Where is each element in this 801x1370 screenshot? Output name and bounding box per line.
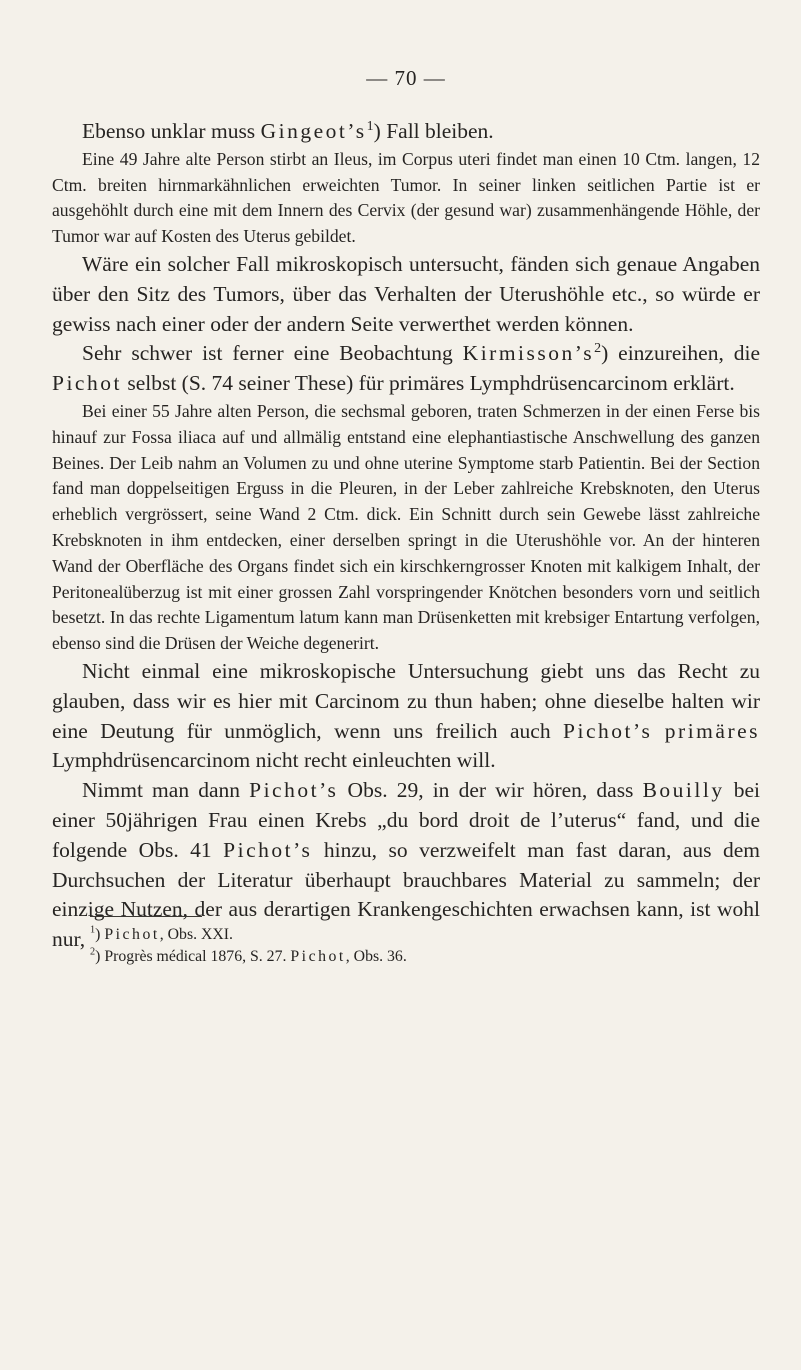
paragraph xyxy=(52,399,760,657)
footnotes xyxy=(90,924,760,968)
footnote-divider xyxy=(90,916,202,917)
name-emphasis: Pichot xyxy=(104,926,160,943)
body-text xyxy=(52,117,760,955)
name-emphasis: Pichot’s xyxy=(223,837,313,862)
text-run: Eine 49 Jahre alte Person stirbt an Ileus, im Corpus uteri findet man einen 10 Ctm. langen, 12 Ctm. breiten hirnmarkähnlichen erweichten Tumor. In seiner linken seitlichen Partie ist er ausgehöhlt durch eine mit dem Innern des Cervix (der gesund war) zusammenhängende Höhle, der Tumor war auf Kosten des Uterus gebildet. xyxy=(52,148,760,247)
name-emphasis: Gingeot’s xyxy=(260,119,367,143)
text-run: , Obs. 36. xyxy=(345,948,407,965)
footnote-marker: 2 xyxy=(90,946,96,958)
text-run: bei einer 50jährigen Frau einen Krebs „du bord droit de l’uterus“ fand, und die folgende Obs. 41 xyxy=(52,778,760,862)
text-run: ) Progrès médical 1876, S. 27. xyxy=(95,948,291,965)
paragraph xyxy=(52,657,760,776)
name-emphasis: Bouilly xyxy=(642,778,725,803)
text-run: Bei einer 55 Jahre alten Person, die sechsmal geboren, traten Schmerzen in der einen Ferse bis hinauf zur Fossa iliaca auf und allmälig entstand eine elephantiastische Anschwellung des ganzen Beines. Der Leib nahm an Volumen zu und ohne uterine Symptome starb Patientin. Bei der Section fand man doppelseitigen Erguss in die Pleuren, in der Leber zahlreiche Krebsknoten, den Uterus erheblich vergrössert, seine Wand 2 Ctm. dick. Ein Schnitt durch sein Gewebe lässt zahlreiche Krebsknoten in ihm entdecken, einer derselben springt in die Uterushöhle vor. An der hinteren Wand der Oberfläche des Organs findet sich ein kirschkerngrosser Knoten mit kalkigem Inhalt, der Peritonealüberzug ist mit einer grossen Zahl vorspringender Knötchen besonders vorn und seitlich besetzt. In das rechte Ligamentum latum kann man Drüsenketten mit krebsiger Entartung verfolgen, ebenso sind die Drüsen der Weiche degenerirt. xyxy=(52,400,760,654)
text-run: Wäre ein solcher Fall mikroskopisch untersucht, fänden sich genaue Angaben über den Sitz des Tumors, über das Verhalten der Uterushöhle etc., so würde er gewiss nach einer oder der andern Seite verwerthet werden können. xyxy=(52,251,760,336)
name-emphasis: Pichot’s xyxy=(249,778,339,803)
text-run: Sehr schwer ist ferner eine Beobachtung xyxy=(82,341,463,366)
footnote-marker: 1 xyxy=(90,924,96,936)
text-run xyxy=(652,719,664,743)
text-run: Nimmt man dann xyxy=(82,778,250,803)
name-emphasis: Pichot xyxy=(290,948,346,965)
name-emphasis: Kirmisson’s xyxy=(462,341,595,366)
page-number: — 70 — xyxy=(366,66,446,90)
paragraph xyxy=(52,250,760,339)
name-emphasis: Pichot xyxy=(52,371,122,396)
footnote-marker: 2 xyxy=(594,341,602,357)
footnote-marker: 1 xyxy=(366,118,374,134)
text-run: ) Fall bleiben. xyxy=(373,119,494,143)
text-run: Lymphdrüsencarcinom nicht recht einleuchten will. xyxy=(52,748,496,773)
paragraph xyxy=(52,147,760,250)
text-run: Obs. 29, in der wir hören, dass xyxy=(338,778,643,803)
text-run: hinzu, so verzweifelt man fast daran, aus dem Durchsuchen der Literatur überhaupt brauchbares Material zu sammeln; der einzige Nutzen, der aus derartigen Krankengeschichten erwachsen kann, ist wohl nur, xyxy=(52,837,760,952)
footnote xyxy=(90,946,760,968)
text-run: ) einzureihen, die xyxy=(601,341,760,366)
name-emphasis: Pichot’s xyxy=(563,718,653,743)
text-run: Nicht einmal eine mikroskopische Untersuchung giebt uns das Recht zu glauben, dass wir es hier mit Carcinom zu thun haben; ohne dieselbe halten wir eine Deutung für unmöglich, wenn uns freilich auch xyxy=(52,658,760,743)
text-run: selbst (S. 74 seiner These) für primäres Lymphdrüsencarcinom erklärt. xyxy=(121,371,735,396)
text-run: , Obs. XXI. xyxy=(159,926,234,943)
text-run: Ebenso unklar muss xyxy=(82,119,261,143)
text-run: ) xyxy=(95,926,105,943)
footnote xyxy=(90,924,760,946)
paragraph xyxy=(52,117,760,147)
paragraph xyxy=(52,339,760,399)
name-emphasis: primäres xyxy=(664,718,761,743)
